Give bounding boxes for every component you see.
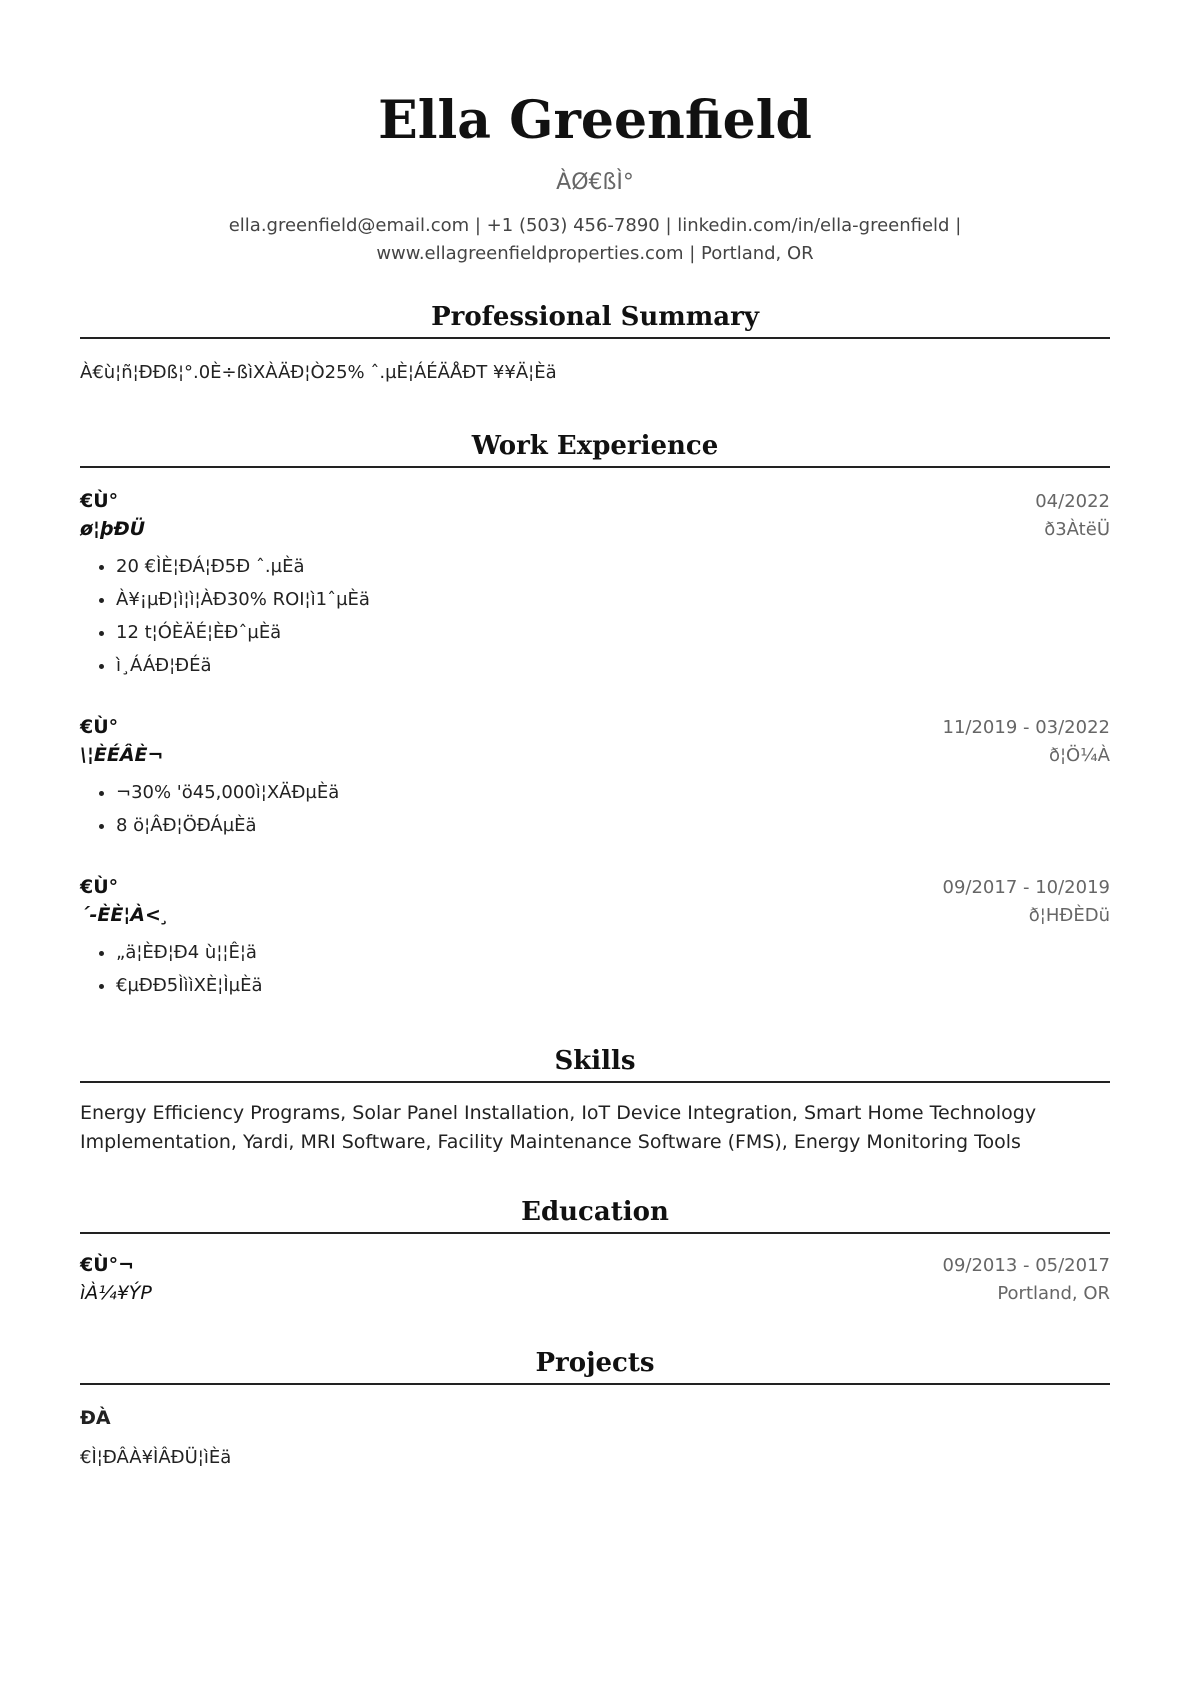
section-title-education: Education [80, 1197, 1110, 1234]
job-entry [80, 490, 1110, 682]
skills-section [80, 1046, 1110, 1157]
list-item: • À¥¡µÐ¦ì¦ì¦ÀÐ30% ROI¦ì1ˆµÈä [116, 583, 1110, 616]
job-location: ð¦HÐÈDü [1028, 905, 1110, 926]
contact-info [205, 212, 985, 268]
contact-line: www.ellagreenfieldproperties.com | Portland, OR [376, 243, 814, 264]
skills-text: Energy Efficiency Programs, Solar Panel Installation, IoT Device Integration, Smart Home Technology Implementation, Yardi, MRI Software, Facility Maintenance Software (FMS), Energy Monitoring Tools [80, 1102, 1037, 1153]
job-company: ´-ÈÈ¦À<¸ [80, 904, 171, 926]
job-date: 04/2022 [1035, 491, 1110, 512]
education-date: 09/2013 - 05/2017 [942, 1255, 1110, 1276]
job-bullets [80, 776, 1110, 842]
section-title-skills: Skills [80, 1046, 1110, 1083]
candidate-subtitle: ÀØ€ßÌ° [556, 170, 634, 195]
list-item: • „ä¦ÈÐ¦Ð4 ù¦¦Ê¦ä [116, 936, 1110, 969]
list-item: • 8 ö¦ÂÐ¦ÖÐÁµÈä [116, 809, 1110, 842]
resume-content [80, 0, 1110, 1468]
education-degree: €Ù°¬ [80, 1254, 135, 1276]
education-section [80, 1197, 1110, 1304]
job-title: €Ù° [80, 716, 119, 738]
job-company: \¦ÈÉÂÈ¬ [80, 744, 164, 766]
section-title-projects: Projects [80, 1348, 1110, 1385]
job-location: ð¦Ö¼À [1048, 745, 1110, 766]
project-name: ÐÀ [80, 1407, 111, 1429]
list-item: • 20 €ÌÈ¦ÐÁ¦Ð5Ð ˆ.µÈä [116, 550, 1110, 583]
projects-section [80, 1348, 1110, 1468]
summary-text: À€ù¦ñ¦ÐÐß¦°.0È÷ßìXÀÄÐ¦Ò25% ˆ.µÈ¦ÁÉÄÅÐT ¥¥Ä¦Èä [80, 362, 557, 383]
list-item: • 12 t¦ÓÈÄÉ¦ÈÐˆµÈä [116, 616, 1110, 649]
job-company: ø¦þÐÜ [80, 518, 146, 540]
project-description: €Ì¦ÐÂÀ¥ÌÂÐÜ¦ìÈä [80, 1447, 232, 1468]
job-location: ð3ÀtëÜ [1044, 519, 1110, 540]
education-school: ìÀ¼¥ÝP [80, 1282, 152, 1304]
contact-line: ella.greenfield@email.com | +1 (503) 456-7890 | linkedin.com/in/ella-greenfield | [228, 215, 962, 236]
list-item: • €µÐÐ5ÌììXÈ¦ÌµÈä [116, 969, 1110, 1002]
job-title: €Ù° [80, 876, 119, 898]
section-title-summary: Professional Summary [80, 302, 1110, 339]
education-location: Portland, OR [997, 1283, 1110, 1304]
job-date: 09/2017 - 10/2019 [942, 877, 1110, 898]
job-bullets [80, 550, 1110, 682]
experience-section [80, 431, 1110, 1002]
list-item: • ì¸ÁÁÐ¦ÐÉä [116, 649, 1110, 682]
section-title-experience: Work Experience [80, 431, 1110, 468]
job-entry [80, 876, 1110, 1002]
job-bullets [80, 936, 1110, 1002]
education-entry [80, 1254, 1110, 1304]
job-entry [80, 716, 1110, 842]
job-title: €Ù° [80, 490, 119, 512]
job-date: 11/2019 - 03/2022 [942, 717, 1110, 738]
summary-section [80, 302, 1110, 387]
candidate-name: Ella Greenfield [378, 90, 812, 151]
list-item: • ¬30% 'ö45,000ì¦XÄÐµÈä [116, 776, 1110, 809]
